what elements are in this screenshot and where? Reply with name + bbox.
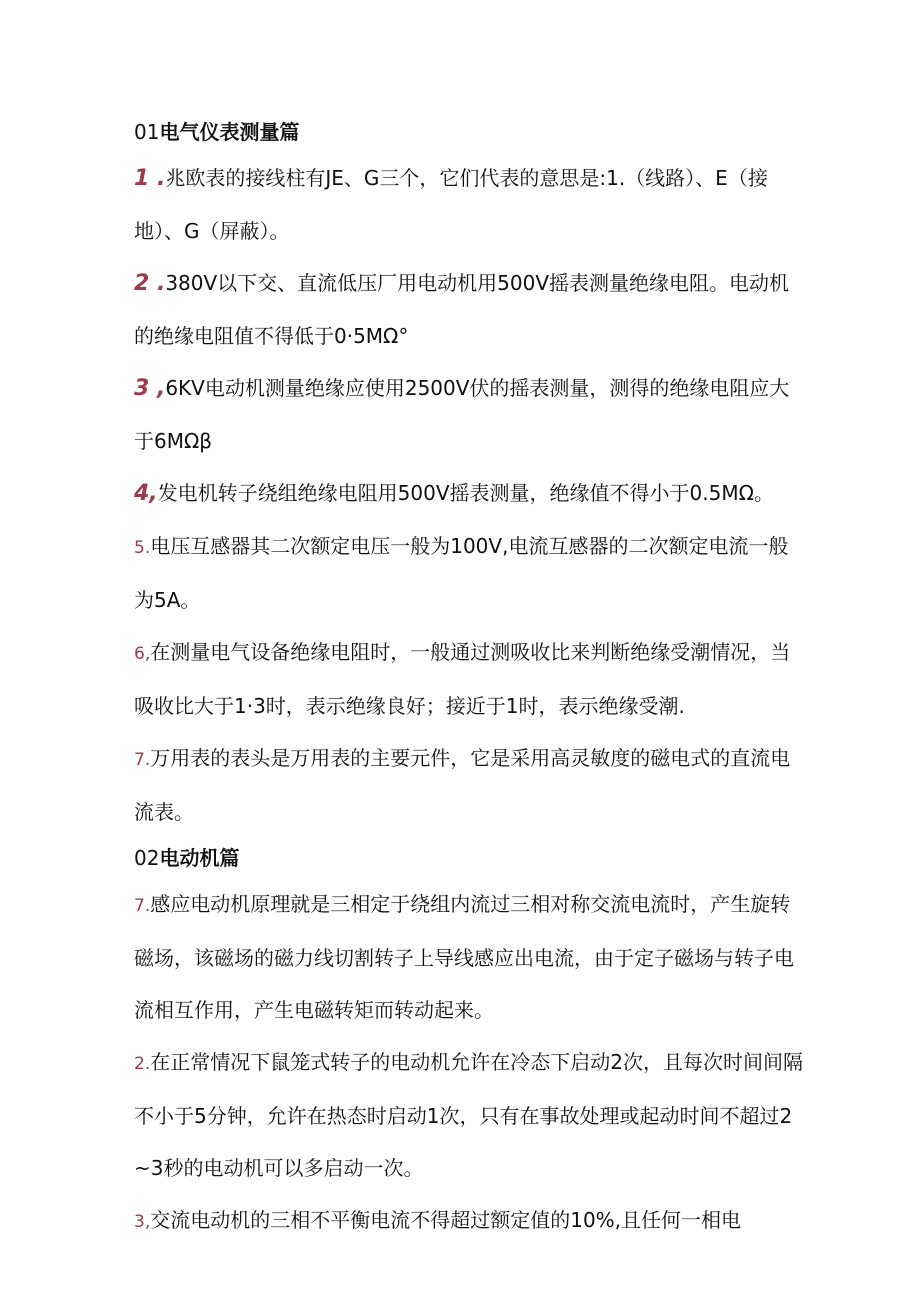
section-title: 电气仪表测量篇 bbox=[159, 120, 300, 144]
item-number: 5. bbox=[134, 538, 151, 558]
paragraph-item-5 bbox=[134, 520, 804, 626]
paragraph-item-3 bbox=[134, 362, 804, 467]
item-text: 电压互感器其二次额定电压一般为100V,电流互感器的二次额定电流一般为5A。 bbox=[134, 534, 789, 612]
document-page bbox=[134, 112, 804, 1248]
section-heading-1 bbox=[134, 112, 804, 152]
item-number: 3, bbox=[134, 1212, 151, 1232]
item-number: 7. bbox=[134, 896, 151, 916]
item-number: 7. bbox=[134, 750, 151, 770]
paragraph-item-6 bbox=[134, 626, 804, 732]
item-number: 2. bbox=[134, 1054, 151, 1074]
item-text: 发电机转子绕组绝缘电阻用500V摇表测量，绝缘值不得小于0.5MΩ。 bbox=[157, 481, 774, 505]
item-text: 感应电动机原理就是三相定于绕组内流过三相对称交流电流时，产生旋转磁场，该磁场的磁力线切割转子上导线感应出电流，由于定子磁场与转子电流相互作用，产生电磁转矩而转动起来。 bbox=[134, 892, 794, 1022]
item-text: 万用表的表头是万用表的主要元件，它是采用高灵敏度的磁电式的直流电流表。 bbox=[134, 746, 791, 824]
item-number: 2 . bbox=[134, 271, 166, 296]
item-text: 在正常情况下鼠笼式转子的电动机允许在冷态下启动2次，且每次时间间隔不小于5分钟，允许在热态时启动1次，只有在事故处理或起动时间不超过2~3秒的电动机可以多启动一次。 bbox=[134, 1050, 803, 1180]
item-number: 3 , bbox=[134, 376, 166, 401]
paragraph-item-4 bbox=[134, 467, 804, 520]
paragraph-item-1 bbox=[134, 152, 804, 257]
item-text: 兆欧表的接线柱有JE、G三个，它们代表的意思是:1.（线路）、E（接地）、G（屏蔽）。 bbox=[134, 166, 768, 243]
section-title: 电动机篇 bbox=[159, 846, 240, 870]
paragraph-item-8 bbox=[134, 878, 804, 1036]
paragraph-item-10 bbox=[134, 1194, 804, 1248]
paragraph-item-9 bbox=[134, 1036, 804, 1194]
item-number: 6, bbox=[134, 644, 151, 664]
item-text: 交流电动机的三相不平衡电流不得超过额定值的10%,且任何一相电 bbox=[150, 1208, 742, 1232]
section-number: 01 bbox=[134, 120, 160, 144]
item-number: 4, bbox=[134, 481, 158, 506]
item-text: 380V以下交、直流低压厂用电动机用500V摇表测量绝缘电阻。电动机的绝缘电阻值不得低于0·5MΩ° bbox=[134, 271, 790, 348]
item-text: 6KV电动机测量绝缘应使用2500V伏的摇表测量，测得的绝缘电阻应大于6MΩβ bbox=[134, 376, 790, 453]
item-text: 在测量电气设备绝缘电阻时，一般通过测吸收比来判断绝缘受潮情况，当吸收比大于1·3时，表示绝缘良好；接近于1时，表示绝缘受潮. bbox=[134, 640, 791, 718]
paragraph-item-2 bbox=[134, 257, 804, 362]
section-number: 02 bbox=[134, 846, 160, 870]
section-heading-2 bbox=[134, 838, 804, 878]
paragraph-item-7 bbox=[134, 732, 804, 838]
item-number: 1 . bbox=[134, 166, 166, 191]
